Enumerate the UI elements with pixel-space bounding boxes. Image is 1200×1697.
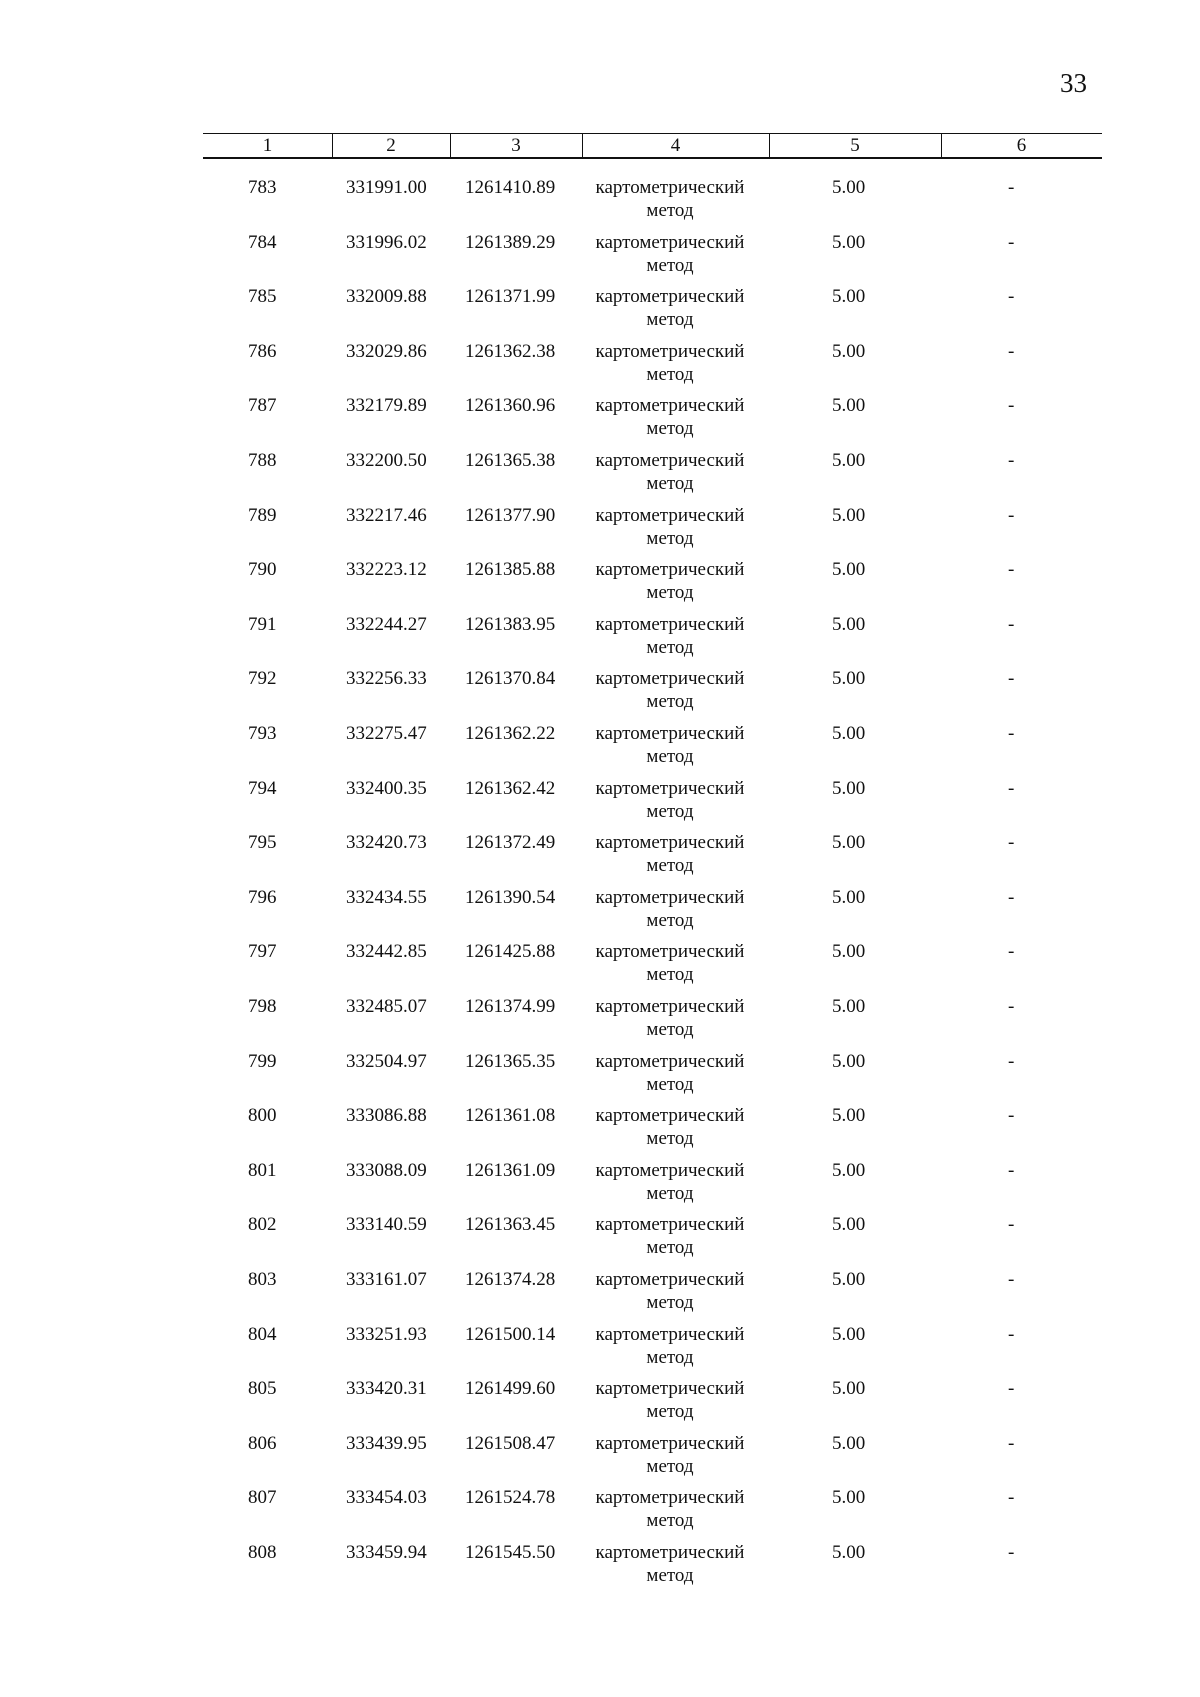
method-line-1: картометрический (595, 1542, 745, 1563)
method-line-1: картометрический (595, 1159, 745, 1181)
coordinate-x: 333251.93 (346, 1323, 427, 1345)
method-cell (580, 449, 760, 495)
note-value: - (1008, 450, 1015, 471)
method-line-1: картометрический (595, 613, 745, 635)
accuracy-value: 5.00 (832, 777, 866, 799)
accuracy-value: 5.00 (832, 832, 866, 854)
method-cell (580, 504, 760, 550)
coordinate-y: 1261499.60 (465, 1378, 556, 1400)
header-col-4: 4 (670, 135, 681, 156)
coordinate-y: 1261365.35 (465, 1050, 556, 1072)
method-cell (580, 1159, 760, 1205)
method-line-1: картометрический (595, 1323, 745, 1345)
coordinate-y: 1261362.42 (465, 777, 556, 799)
point-number: 801 (248, 1159, 277, 1181)
method-cell (580, 394, 760, 440)
method-cell (580, 558, 760, 604)
coordinate-x: 332009.88 (346, 286, 427, 308)
accuracy-value: 5.00 (832, 613, 866, 635)
note-value: - (1008, 1159, 1015, 1181)
header-col-1: 1 (262, 135, 273, 156)
table-row (0, 995, 1200, 1045)
coordinate-x: 332434.55 (346, 886, 427, 908)
coordinate-x: 333088.09 (346, 1159, 427, 1181)
method-cell (580, 831, 760, 877)
method-cell (580, 1050, 760, 1096)
coordinate-x: 333140.59 (346, 1214, 427, 1236)
accuracy-value: 5.00 (832, 1105, 866, 1127)
coordinate-y: 1261524.78 (465, 1487, 556, 1509)
point-number: 796 (248, 886, 277, 908)
point-number: 784 (248, 231, 277, 253)
accuracy-value: 5.00 (832, 1542, 866, 1563)
note-value: - (1008, 941, 1015, 963)
method-line-2: метод (646, 1510, 694, 1532)
coordinate-y: 1261385.88 (465, 559, 556, 581)
method-line-1: картометрический (595, 668, 745, 690)
coordinate-y: 1261371.99 (465, 286, 556, 308)
coordinate-y: 1261500.14 (465, 1323, 556, 1345)
coordinate-y: 1261377.90 (465, 504, 556, 526)
method-line-2: метод (646, 1128, 694, 1150)
table-row (0, 449, 1200, 499)
coordinate-x: 332256.33 (346, 668, 427, 690)
table-row (0, 1159, 1200, 1209)
table-row (0, 1104, 1200, 1154)
table-row (0, 722, 1200, 772)
accuracy-value: 5.00 (832, 886, 866, 908)
coordinate-y: 1261362.22 (465, 723, 556, 744)
method-cell (580, 1323, 760, 1369)
method-cell (580, 1432, 760, 1478)
coordinate-x: 332420.73 (346, 832, 427, 854)
point-number: 785 (248, 286, 277, 308)
method-cell (580, 176, 760, 222)
accuracy-value: 5.00 (832, 450, 866, 471)
method-line-2: метод (646, 964, 694, 986)
coordinate-x: 332400.35 (346, 777, 427, 799)
accuracy-value: 5.00 (832, 340, 866, 362)
method-line-2: метод (646, 746, 694, 767)
coordinate-x: 333459.94 (346, 1542, 427, 1563)
point-number: 808 (248, 1542, 277, 1563)
coordinate-y: 1261390.54 (465, 886, 556, 908)
note-value: - (1008, 340, 1015, 362)
table-row (0, 1213, 1200, 1263)
accuracy-value: 5.00 (832, 286, 866, 308)
method-line-2: метод (646, 691, 694, 713)
method-line-2: метод (646, 909, 694, 931)
coordinate-x: 332029.86 (346, 340, 427, 362)
method-line-2: метод (646, 855, 694, 877)
coordinate-x: 332217.46 (346, 504, 427, 526)
method-cell (580, 940, 760, 986)
point-number: 789 (248, 504, 277, 526)
page-number: 33 (1060, 68, 1087, 98)
note-value: - (1008, 613, 1015, 635)
method-line-2: метод (646, 254, 694, 276)
accuracy-value: 5.00 (832, 1323, 866, 1345)
table-row (0, 1432, 1200, 1482)
method-line-1: картометрический (595, 1269, 745, 1290)
table-row (0, 1050, 1200, 1100)
coordinate-y: 1261361.09 (465, 1159, 556, 1181)
coordinate-x: 331991.00 (346, 177, 427, 198)
table-row (0, 504, 1200, 554)
method-cell (580, 1377, 760, 1423)
method-line-1: картометрический (595, 395, 745, 417)
method-line-1: картометрический (595, 941, 745, 963)
point-number: 804 (248, 1323, 277, 1345)
note-value: - (1008, 1487, 1015, 1509)
method-line-2: метод (646, 200, 694, 221)
method-line-2: метод (646, 1346, 694, 1368)
coordinate-y: 1261425.88 (465, 941, 556, 963)
method-line-1: картометрический (595, 723, 745, 744)
table-row (0, 940, 1200, 990)
table-row (0, 1541, 1200, 1591)
point-number: 797 (248, 941, 277, 963)
method-cell (580, 667, 760, 713)
method-cell (580, 1486, 760, 1532)
note-value: - (1008, 395, 1015, 417)
header-col-2: 2 (386, 135, 396, 156)
table-row (0, 1377, 1200, 1427)
coordinate-x: 331996.02 (346, 231, 427, 253)
accuracy-value: 5.00 (832, 668, 866, 690)
note-value: - (1008, 777, 1015, 799)
table-row (0, 886, 1200, 936)
table-row (0, 231, 1200, 281)
note-value: - (1008, 886, 1015, 908)
coordinate-x: 333420.31 (346, 1378, 427, 1400)
method-line-2: метод (646, 309, 694, 331)
method-cell (580, 613, 760, 659)
coordinate-y: 1261545.50 (465, 1542, 556, 1563)
accuracy-value: 5.00 (832, 723, 866, 744)
point-number: 803 (248, 1269, 277, 1290)
method-line-2: метод (646, 473, 694, 494)
table-row (0, 340, 1200, 390)
point-number: 793 (248, 723, 277, 744)
point-number: 783 (248, 177, 277, 198)
note-value: - (1008, 1542, 1015, 1563)
point-number: 792 (248, 668, 277, 690)
method-line-1: картометрический (595, 177, 745, 198)
note-value: - (1008, 286, 1015, 308)
accuracy-value: 5.00 (832, 1050, 866, 1072)
table-row (0, 176, 1200, 226)
coordinate-y: 1261374.28 (465, 1269, 556, 1290)
point-number: 806 (248, 1432, 277, 1454)
table-row (0, 613, 1200, 663)
accuracy-value: 5.00 (832, 941, 866, 963)
point-number: 800 (248, 1105, 277, 1127)
accuracy-value: 5.00 (832, 1487, 866, 1509)
accuracy-value: 5.00 (832, 1378, 866, 1400)
coordinate-y: 1261365.38 (465, 450, 556, 471)
coordinate-x: 332485.07 (346, 996, 427, 1017)
method-line-1: картометрический (595, 996, 745, 1017)
method-cell (580, 886, 760, 932)
header-col-3: 3 (511, 135, 521, 156)
method-line-1: картометрический (595, 1214, 745, 1236)
accuracy-value: 5.00 (832, 395, 866, 417)
table-row (0, 831, 1200, 881)
note-value: - (1008, 559, 1015, 581)
accuracy-value: 5.00 (832, 559, 866, 581)
method-line-2: метод (646, 582, 694, 604)
note-value: - (1008, 1050, 1015, 1072)
point-number: 794 (248, 777, 277, 799)
coordinate-y: 1261370.84 (465, 668, 556, 690)
table-row (0, 777, 1200, 827)
accuracy-value: 5.00 (832, 504, 866, 526)
method-line-2: метод (646, 418, 694, 440)
method-line-2: метод (646, 1455, 694, 1477)
note-value: - (1008, 177, 1015, 198)
coordinate-y: 1261374.99 (465, 996, 556, 1017)
method-line-1: картометрический (595, 777, 745, 799)
coordinate-y: 1261360.96 (465, 395, 556, 417)
method-line-2: метод (646, 527, 694, 549)
coordinate-x: 332179.89 (346, 395, 427, 417)
method-cell (580, 1268, 760, 1314)
method-line-1: картометрический (595, 559, 745, 581)
method-line-2: метод (646, 1019, 694, 1040)
coordinate-y: 1261361.08 (465, 1105, 556, 1127)
coordinate-x: 333086.88 (346, 1105, 427, 1127)
note-value: - (1008, 1269, 1015, 1290)
note-value: - (1008, 1214, 1015, 1236)
coordinate-x: 332442.85 (346, 941, 427, 963)
method-line-1: картометрический (595, 450, 745, 471)
method-line-1: картометрический (595, 286, 745, 308)
table-row (0, 558, 1200, 608)
method-line-2: метод (646, 1401, 694, 1423)
method-cell (580, 1213, 760, 1259)
method-line-1: картометрический (595, 231, 745, 253)
point-number: 802 (248, 1214, 277, 1236)
coordinate-y: 1261389.29 (465, 231, 556, 253)
header-col-5: 5 (850, 135, 860, 156)
method-line-2: метод (646, 1292, 694, 1313)
note-value: - (1008, 832, 1015, 854)
point-number: 795 (248, 832, 277, 854)
note-value: - (1008, 504, 1015, 526)
method-line-2: метод (646, 800, 694, 822)
note-value: - (1008, 1378, 1015, 1400)
method-cell (580, 231, 760, 277)
point-number: 791 (248, 613, 277, 635)
point-number: 786 (248, 340, 277, 362)
coordinate-y: 1261362.38 (465, 340, 556, 362)
table-row (0, 394, 1200, 444)
header-col-6: 6 (1016, 135, 1027, 156)
point-number: 788 (248, 450, 277, 471)
method-line-2: метод (646, 636, 694, 658)
table-row (0, 1323, 1200, 1373)
note-value: - (1008, 1432, 1015, 1454)
point-number: 787 (248, 395, 277, 417)
coordinate-x: 332200.50 (346, 450, 427, 471)
point-number: 799 (248, 1050, 277, 1072)
note-value: - (1008, 1323, 1015, 1345)
method-cell (580, 340, 760, 386)
header-bottom-rule (203, 157, 1102, 159)
method-line-2: метод (646, 1565, 694, 1586)
table-header (203, 133, 1102, 159)
point-number: 805 (248, 1378, 277, 1400)
note-value: - (1008, 1105, 1015, 1127)
method-cell (580, 1104, 760, 1150)
accuracy-value: 5.00 (832, 1432, 866, 1454)
coordinate-x: 332504.97 (346, 1050, 427, 1072)
note-value: - (1008, 231, 1015, 253)
method-line-1: картометрический (595, 832, 745, 854)
method-line-1: картометрический (595, 504, 745, 526)
accuracy-value: 5.00 (832, 231, 866, 253)
coordinate-x: 332275.47 (346, 723, 427, 744)
coordinate-y: 1261508.47 (465, 1432, 556, 1454)
coordinate-x: 332223.12 (346, 559, 427, 581)
point-number: 798 (248, 996, 277, 1017)
coordinate-x: 333161.07 (346, 1269, 427, 1290)
method-line-2: метод (646, 1237, 694, 1259)
accuracy-value: 5.00 (832, 1159, 866, 1181)
method-line-1: картометрический (595, 1487, 745, 1509)
method-line-2: метод (646, 363, 694, 385)
coordinate-y: 1261410.89 (465, 177, 556, 198)
coordinate-y: 1261363.45 (465, 1214, 556, 1236)
method-line-1: картометрический (595, 1105, 745, 1127)
method-cell (580, 777, 760, 823)
accuracy-value: 5.00 (832, 177, 866, 198)
method-line-1: картометрический (595, 886, 745, 908)
method-cell (580, 1541, 760, 1587)
accuracy-value: 5.00 (832, 1214, 866, 1236)
method-cell (580, 285, 760, 331)
note-value: - (1008, 996, 1015, 1017)
note-value: - (1008, 668, 1015, 690)
coordinate-y: 1261372.49 (465, 832, 556, 854)
accuracy-value: 5.00 (832, 996, 866, 1017)
coordinate-x: 333454.03 (346, 1487, 427, 1509)
point-number: 807 (248, 1487, 277, 1509)
method-cell (580, 995, 760, 1041)
table-row (0, 285, 1200, 335)
table-row (0, 1268, 1200, 1318)
coordinate-x: 333439.95 (346, 1432, 427, 1454)
method-cell (580, 722, 760, 768)
table-row (0, 667, 1200, 717)
accuracy-value: 5.00 (832, 1269, 866, 1290)
method-line-1: картометрический (595, 340, 745, 362)
method-line-2: метод (646, 1182, 694, 1204)
method-line-1: картометрический (595, 1050, 745, 1072)
coordinate-x: 332244.27 (346, 613, 427, 635)
note-value: - (1008, 723, 1015, 744)
table-row (0, 1486, 1200, 1536)
method-line-1: картометрический (595, 1432, 745, 1454)
coordinate-y: 1261383.95 (465, 613, 556, 635)
point-number: 790 (248, 559, 277, 581)
method-line-2: метод (646, 1073, 694, 1095)
method-line-1: картометрический (595, 1378, 745, 1400)
